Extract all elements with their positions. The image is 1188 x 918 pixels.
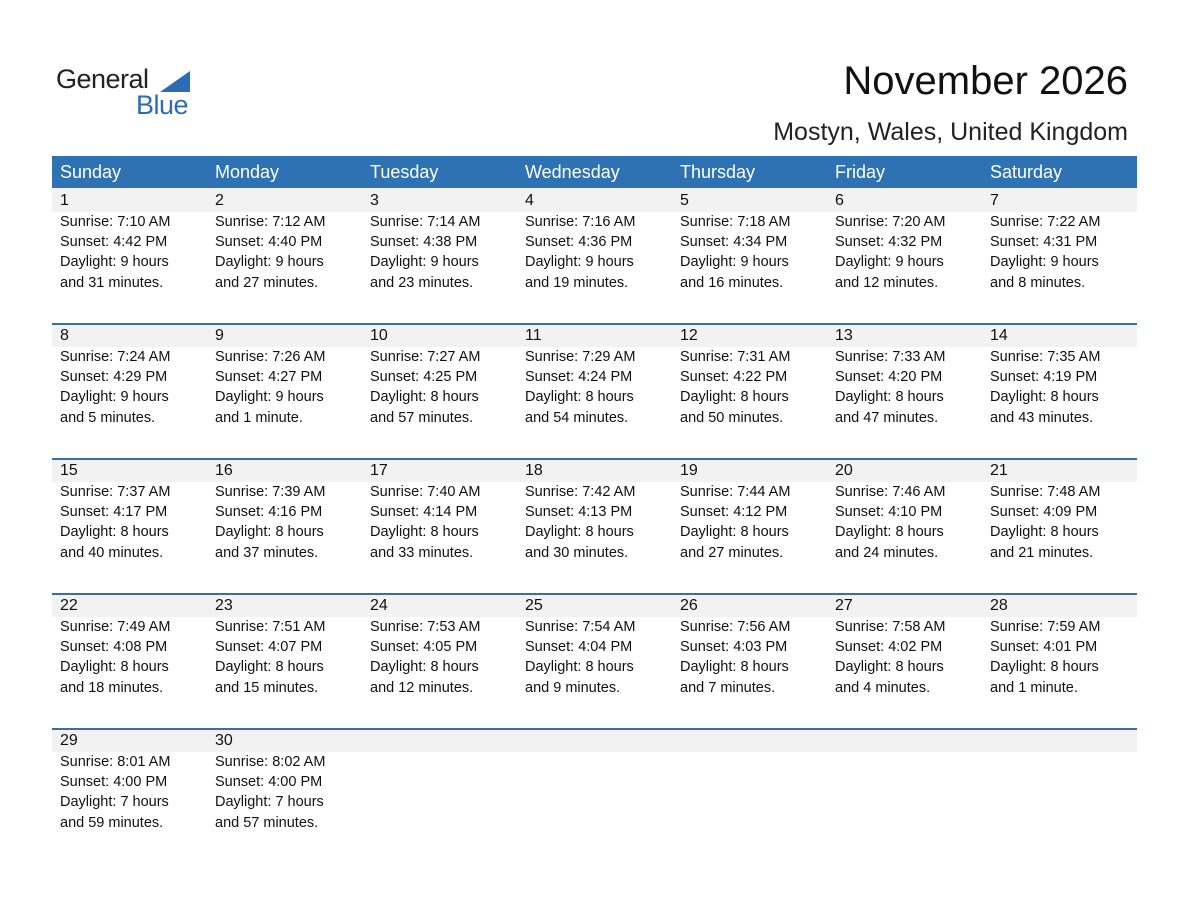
sunset-time: Sunset: 4:13 PM bbox=[525, 504, 633, 521]
day-cell bbox=[362, 325, 517, 428]
daylight-hours: Daylight: 8 hours bbox=[60, 659, 169, 676]
day-cell bbox=[517, 460, 672, 563]
sunset-time: Sunset: 4:17 PM bbox=[60, 504, 168, 521]
daylight-hours: Daylight: 9 hours bbox=[215, 389, 324, 406]
week-cells bbox=[52, 325, 1137, 428]
logo-text-blue: Blue bbox=[136, 90, 189, 120]
sunset-time: Sunset: 4:02 PM bbox=[835, 639, 943, 656]
daylight-minutes: and 54 minutes. bbox=[525, 409, 629, 426]
day-number: 12 bbox=[680, 327, 698, 344]
daylight-hours: Daylight: 8 hours bbox=[370, 659, 479, 676]
daylight-hours: Daylight: 8 hours bbox=[990, 659, 1099, 676]
sunset-time: Sunset: 4:40 PM bbox=[215, 234, 323, 251]
location-subtitle: Mostyn, Wales, United Kingdom bbox=[773, 118, 1128, 146]
day-number: 30 bbox=[215, 732, 233, 749]
weekday-friday: Friday bbox=[835, 162, 886, 182]
sunrise-time: Sunrise: 7:24 AM bbox=[60, 349, 171, 365]
sunset-time: Sunset: 4:00 PM bbox=[215, 774, 323, 791]
daylight-minutes: and 18 minutes. bbox=[60, 679, 164, 696]
calendar bbox=[52, 156, 1137, 863]
day-cell bbox=[982, 325, 1137, 428]
daylight-hours: Daylight: 8 hours bbox=[215, 659, 324, 676]
calendar-week-row bbox=[52, 728, 1137, 863]
day-number: 16 bbox=[215, 462, 233, 479]
page-title: November 2026 bbox=[843, 59, 1128, 103]
week-cells bbox=[52, 190, 1137, 293]
weekday-wednesday: Wednesday bbox=[525, 162, 620, 182]
calendar-weeks bbox=[52, 188, 1137, 863]
daylight-hours: Daylight: 7 hours bbox=[60, 794, 169, 811]
sunrise-time: Sunrise: 7:40 AM bbox=[370, 484, 481, 500]
daylight-minutes: and 1 minute. bbox=[990, 679, 1078, 696]
day-number: 14 bbox=[990, 327, 1008, 344]
weekday-header bbox=[52, 156, 1137, 188]
day-number: 19 bbox=[680, 462, 698, 479]
daylight-minutes: and 24 minutes. bbox=[835, 544, 939, 561]
day-cell bbox=[982, 460, 1137, 563]
daylight-hours: Daylight: 9 hours bbox=[215, 254, 324, 271]
day-cell bbox=[827, 190, 982, 293]
daylight-minutes: and 47 minutes. bbox=[835, 409, 939, 426]
sunrise-time: Sunrise: 7:35 AM bbox=[990, 349, 1101, 365]
sunrise-time: Sunrise: 7:14 AM bbox=[370, 214, 481, 230]
day-cell bbox=[517, 190, 672, 293]
daylight-minutes: and 15 minutes. bbox=[215, 679, 319, 696]
daylight-hours: Daylight: 8 hours bbox=[370, 524, 479, 541]
sunset-time: Sunset: 4:24 PM bbox=[525, 369, 633, 386]
sunrise-time: Sunrise: 7:18 AM bbox=[680, 214, 791, 230]
empty-day-cell bbox=[982, 730, 1137, 833]
sunrise-time: Sunrise: 7:51 AM bbox=[215, 619, 326, 635]
sunrise-time: Sunrise: 7:22 AM bbox=[990, 214, 1101, 230]
day-number: 21 bbox=[990, 462, 1008, 479]
day-cell bbox=[672, 190, 827, 293]
daylight-minutes: and 7 minutes. bbox=[680, 679, 776, 696]
daylight-minutes: and 27 minutes. bbox=[680, 544, 784, 561]
day-number: 23 bbox=[215, 597, 233, 614]
sunset-time: Sunset: 4:22 PM bbox=[680, 369, 788, 386]
calendar-week-row bbox=[52, 458, 1137, 593]
sunrise-time: Sunrise: 8:01 AM bbox=[60, 754, 171, 770]
sunset-time: Sunset: 4:42 PM bbox=[60, 234, 168, 251]
day-number: 8 bbox=[60, 327, 69, 344]
sunset-time: Sunset: 4:05 PM bbox=[370, 639, 478, 656]
daylight-minutes: and 19 minutes. bbox=[525, 274, 629, 291]
daylight-minutes: and 33 minutes. bbox=[370, 544, 474, 561]
sunrise-time: Sunrise: 7:46 AM bbox=[835, 484, 946, 500]
day-number: 28 bbox=[990, 597, 1008, 614]
day-cell bbox=[517, 325, 672, 428]
day-number: 29 bbox=[60, 732, 78, 749]
empty-day-cell bbox=[517, 730, 672, 833]
day-number: 11 bbox=[525, 327, 542, 344]
day-cell bbox=[207, 190, 362, 293]
daylight-minutes: and 57 minutes. bbox=[370, 409, 474, 426]
weekday-saturday: Saturday bbox=[990, 162, 1063, 182]
sunrise-time: Sunrise: 7:27 AM bbox=[370, 349, 481, 365]
sunset-time: Sunset: 4:04 PM bbox=[525, 639, 633, 656]
daylight-hours: Daylight: 7 hours bbox=[215, 794, 324, 811]
daylight-hours: Daylight: 8 hours bbox=[215, 524, 324, 541]
sunrise-time: Sunrise: 7:31 AM bbox=[680, 349, 791, 365]
sunset-time: Sunset: 4:36 PM bbox=[525, 234, 633, 251]
sunrise-time: Sunrise: 7:44 AM bbox=[680, 484, 791, 500]
daylight-minutes: and 27 minutes. bbox=[215, 274, 319, 291]
day-number: 9 bbox=[215, 327, 224, 344]
sunset-time: Sunset: 4:34 PM bbox=[680, 234, 788, 251]
day-cell bbox=[672, 460, 827, 563]
empty-day-cell bbox=[362, 730, 517, 833]
sunset-time: Sunset: 4:38 PM bbox=[370, 234, 478, 251]
daylight-hours: Daylight: 8 hours bbox=[990, 524, 1099, 541]
sunset-time: Sunset: 4:09 PM bbox=[990, 504, 1098, 521]
weekday-monday: Monday bbox=[215, 162, 280, 182]
day-cell bbox=[672, 595, 827, 698]
weekday-thursday: Thursday bbox=[680, 162, 756, 182]
day-number: 6 bbox=[835, 192, 844, 209]
day-cell bbox=[362, 460, 517, 563]
sunset-time: Sunset: 4:01 PM bbox=[990, 639, 1098, 656]
sunset-time: Sunset: 4:32 PM bbox=[835, 234, 943, 251]
day-cell bbox=[827, 325, 982, 428]
day-number: 20 bbox=[835, 462, 853, 479]
day-cell bbox=[517, 595, 672, 698]
daylight-hours: Daylight: 8 hours bbox=[835, 524, 944, 541]
daylight-hours: Daylight: 8 hours bbox=[370, 389, 479, 406]
daylight-minutes: and 31 minutes. bbox=[60, 274, 164, 291]
calendar-week-row bbox=[52, 323, 1137, 458]
daylight-minutes: and 16 minutes. bbox=[680, 274, 784, 291]
sunrise-time: Sunrise: 7:49 AM bbox=[60, 619, 171, 635]
sunset-time: Sunset: 4:19 PM bbox=[990, 369, 1098, 386]
daylight-hours: Daylight: 8 hours bbox=[525, 389, 634, 406]
sunset-time: Sunset: 4:03 PM bbox=[680, 639, 788, 656]
day-number: 5 bbox=[680, 192, 689, 209]
daylight-hours: Daylight: 9 hours bbox=[60, 389, 169, 406]
day-number: 25 bbox=[525, 597, 543, 614]
week-cells bbox=[52, 595, 1137, 698]
sunset-time: Sunset: 4:20 PM bbox=[835, 369, 943, 386]
logo-text-general: General bbox=[56, 64, 149, 94]
day-number: 17 bbox=[370, 462, 388, 479]
day-number: 27 bbox=[835, 597, 853, 614]
sunrise-time: Sunrise: 7:29 AM bbox=[525, 349, 636, 365]
day-cell bbox=[982, 595, 1137, 698]
day-number: 13 bbox=[835, 327, 853, 344]
empty-day-cell bbox=[827, 730, 982, 833]
day-cell bbox=[52, 460, 207, 563]
daylight-minutes: and 1 minute. bbox=[215, 409, 303, 426]
sunrise-time: Sunrise: 7:48 AM bbox=[990, 484, 1101, 500]
sunrise-time: Sunrise: 7:37 AM bbox=[60, 484, 171, 500]
sunrise-time: Sunrise: 8:02 AM bbox=[215, 754, 326, 770]
day-cell bbox=[672, 325, 827, 428]
sunrise-time: Sunrise: 7:42 AM bbox=[525, 484, 636, 500]
day-cell bbox=[207, 730, 362, 833]
daylight-minutes: and 12 minutes. bbox=[370, 679, 474, 696]
daylight-minutes: and 50 minutes. bbox=[680, 409, 784, 426]
day-number: 26 bbox=[680, 597, 698, 614]
daylight-minutes: and 5 minutes. bbox=[60, 409, 156, 426]
daylight-minutes: and 12 minutes. bbox=[835, 274, 939, 291]
sunset-time: Sunset: 4:29 PM bbox=[60, 369, 168, 386]
sunset-time: Sunset: 4:25 PM bbox=[370, 369, 478, 386]
sunset-time: Sunset: 4:16 PM bbox=[215, 504, 323, 521]
week-cells bbox=[52, 460, 1137, 563]
daylight-hours: Daylight: 9 hours bbox=[525, 254, 634, 271]
daylight-minutes: and 40 minutes. bbox=[60, 544, 164, 561]
sunrise-time: Sunrise: 7:10 AM bbox=[60, 214, 171, 230]
daylight-minutes: and 37 minutes. bbox=[215, 544, 319, 561]
sunrise-time: Sunrise: 7:20 AM bbox=[835, 214, 946, 230]
daylight-hours: Daylight: 9 hours bbox=[60, 254, 169, 271]
daylight-hours: Daylight: 8 hours bbox=[990, 389, 1099, 406]
daylight-hours: Daylight: 8 hours bbox=[835, 389, 944, 406]
daylight-hours: Daylight: 9 hours bbox=[835, 254, 944, 271]
daylight-hours: Daylight: 8 hours bbox=[680, 524, 789, 541]
daylight-minutes: and 4 minutes. bbox=[835, 679, 931, 696]
daylight-hours: Daylight: 9 hours bbox=[370, 254, 479, 271]
day-cell bbox=[52, 595, 207, 698]
day-cell bbox=[52, 730, 207, 833]
day-number: 4 bbox=[525, 192, 534, 209]
sunrise-time: Sunrise: 7:39 AM bbox=[215, 484, 326, 500]
day-cell bbox=[362, 595, 517, 698]
day-number: 18 bbox=[525, 462, 543, 479]
daylight-hours: Daylight: 9 hours bbox=[990, 254, 1099, 271]
daylight-minutes: and 57 minutes. bbox=[215, 814, 319, 831]
daylight-hours: Daylight: 8 hours bbox=[680, 389, 789, 406]
sunrise-time: Sunrise: 7:56 AM bbox=[680, 619, 791, 635]
daylight-hours: Daylight: 8 hours bbox=[525, 659, 634, 676]
day-number: 3 bbox=[370, 192, 379, 209]
day-cell bbox=[827, 595, 982, 698]
sunrise-time: Sunrise: 7:58 AM bbox=[835, 619, 946, 635]
sunset-time: Sunset: 4:10 PM bbox=[835, 504, 943, 521]
week-cells bbox=[52, 730, 1137, 833]
daylight-minutes: and 21 minutes. bbox=[990, 544, 1094, 561]
daylight-minutes: and 8 minutes. bbox=[990, 274, 1086, 291]
sunrise-time: Sunrise: 7:33 AM bbox=[835, 349, 946, 365]
sunset-time: Sunset: 4:08 PM bbox=[60, 639, 168, 656]
daylight-hours: Daylight: 8 hours bbox=[835, 659, 944, 676]
daylight-minutes: and 59 minutes. bbox=[60, 814, 164, 831]
day-number: 15 bbox=[60, 462, 78, 479]
day-cell bbox=[207, 460, 362, 563]
day-cell bbox=[207, 595, 362, 698]
day-cell bbox=[827, 460, 982, 563]
daylight-hours: Daylight: 8 hours bbox=[60, 524, 169, 541]
weekday-tuesday: Tuesday bbox=[370, 162, 439, 182]
day-number: 2 bbox=[215, 192, 224, 209]
day-number: 10 bbox=[370, 327, 388, 344]
daylight-hours: Daylight: 8 hours bbox=[525, 524, 634, 541]
daylight-hours: Daylight: 9 hours bbox=[680, 254, 789, 271]
sunrise-time: Sunrise: 7:16 AM bbox=[525, 214, 636, 230]
day-cell bbox=[362, 190, 517, 293]
day-number: 22 bbox=[60, 597, 78, 614]
sunset-time: Sunset: 4:31 PM bbox=[990, 234, 1098, 251]
sunset-time: Sunset: 4:27 PM bbox=[215, 369, 323, 386]
day-cell bbox=[207, 325, 362, 428]
sunset-time: Sunset: 4:00 PM bbox=[60, 774, 168, 791]
sunrise-time: Sunrise: 7:12 AM bbox=[215, 214, 326, 230]
weekday-sunday: Sunday bbox=[60, 162, 122, 182]
sunset-time: Sunset: 4:12 PM bbox=[680, 504, 788, 521]
calendar-week-row bbox=[52, 593, 1137, 728]
daylight-minutes: and 23 minutes. bbox=[370, 274, 474, 291]
day-number: 24 bbox=[370, 597, 388, 614]
sunrise-time: Sunrise: 7:26 AM bbox=[215, 349, 326, 365]
day-number: 1 bbox=[60, 192, 69, 209]
daylight-minutes: and 43 minutes. bbox=[990, 409, 1094, 426]
day-cell bbox=[982, 190, 1137, 293]
generalblue-logo bbox=[56, 62, 206, 122]
daylight-hours: Daylight: 8 hours bbox=[680, 659, 789, 676]
sunset-time: Sunset: 4:14 PM bbox=[370, 504, 478, 521]
day-cell bbox=[52, 190, 207, 293]
sunset-time: Sunset: 4:07 PM bbox=[215, 639, 323, 656]
sunrise-time: Sunrise: 7:53 AM bbox=[370, 619, 481, 635]
sunrise-time: Sunrise: 7:54 AM bbox=[525, 619, 636, 635]
sunrise-time: Sunrise: 7:59 AM bbox=[990, 619, 1101, 635]
empty-day-cell bbox=[672, 730, 827, 833]
calendar-week-row bbox=[52, 188, 1137, 323]
day-cell bbox=[52, 325, 207, 428]
day-number: 7 bbox=[990, 192, 999, 209]
daylight-minutes: and 9 minutes. bbox=[525, 679, 621, 696]
daylight-minutes: and 30 minutes. bbox=[525, 544, 629, 561]
